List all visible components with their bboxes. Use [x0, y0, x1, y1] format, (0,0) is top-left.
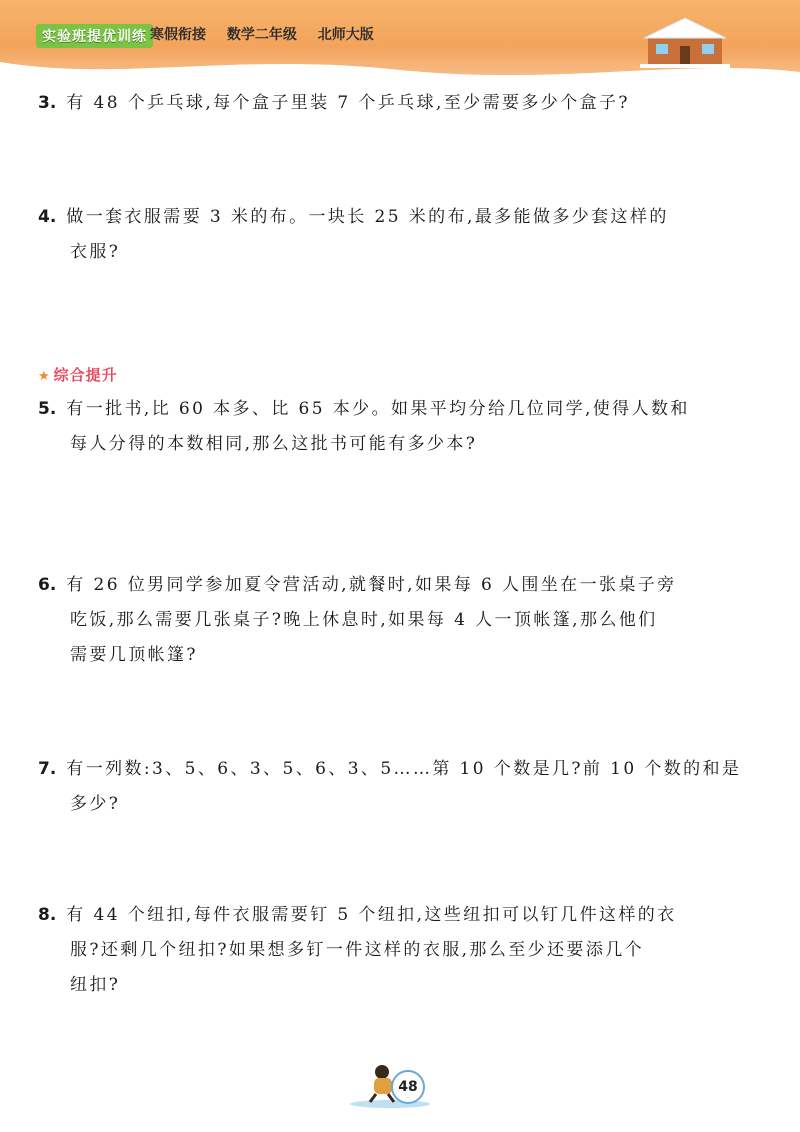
brand-label: 实验班提优训练 [36, 24, 153, 48]
question-text-line-1: 有一批书,比 60 本多、比 65 本少。如果平均分给几位同学,使得人数和 [66, 399, 690, 419]
question-text-line-1: 有 44 个纽扣,每件衣服需要钉 5 个纽扣,这些纽扣可以钉几件这样的衣 [66, 905, 677, 925]
question-text-line-1: 做一套衣服需要 3 米的布。一块长 25 米的布,最多能做多少套这样的 [66, 207, 669, 227]
subtitle-part-2: 数学二年级 [226, 27, 297, 43]
section-title-text: 综合提升 [53, 366, 118, 384]
subtitle-part-3: 北师大版 [317, 27, 374, 43]
book-subtitle [150, 24, 390, 44]
question-text-line-2: 衣服? [70, 242, 121, 262]
star-icon: ★ [38, 369, 51, 384]
snow-house-icon [640, 14, 730, 68]
question-text-line-1: 有 26 位男同学参加夏令营活动,就餐时,如果每 6 人围坐在一张桌子旁 [66, 575, 677, 595]
question-4 [38, 200, 768, 270]
question-number: 5. [38, 399, 57, 419]
question-5 [38, 392, 768, 462]
question-text-line-2: 吃饭,那么需要几张桌子?晚上休息时,如果每 4 人一顶帐篷,那么他们 [70, 610, 658, 630]
question-text-line-2: 每人分得的本数相同,那么这批书可能有多少本? [70, 434, 478, 454]
question-text-line-2: 多少? [70, 794, 121, 814]
question-text-line-1: 有 48 个乒乓球,每个盒子里装 7 个乒乓球,至少需要多少个盒子? [66, 93, 630, 113]
page-number: 48 [391, 1070, 425, 1104]
question-text-line-3: 纽扣? [70, 975, 121, 995]
question-number: 6. [38, 575, 57, 595]
question-text-line-1: 有一列数:3、5、6、3、5、6、3、5……第 10 个数是几?前 10 个数的和是 [66, 759, 742, 779]
question-7 [38, 752, 768, 822]
question-number: 7. [38, 759, 57, 779]
question-number: 8. [38, 905, 57, 925]
question-number: 4. [38, 207, 57, 227]
section-title [38, 364, 118, 385]
question-6 [38, 568, 768, 673]
question-text-line-3: 需要几顶帐篷? [70, 645, 198, 665]
subtitle-part-1: 寒假衔接 [150, 27, 206, 43]
question-text-line-2: 服?还剩几个纽扣?如果想多钉一件这样的衣服,那么至少还要添几个 [70, 940, 645, 960]
question-number: 3. [38, 93, 57, 113]
page-header [0, 0, 800, 78]
question-3 [38, 86, 768, 121]
question-8 [38, 898, 768, 1003]
